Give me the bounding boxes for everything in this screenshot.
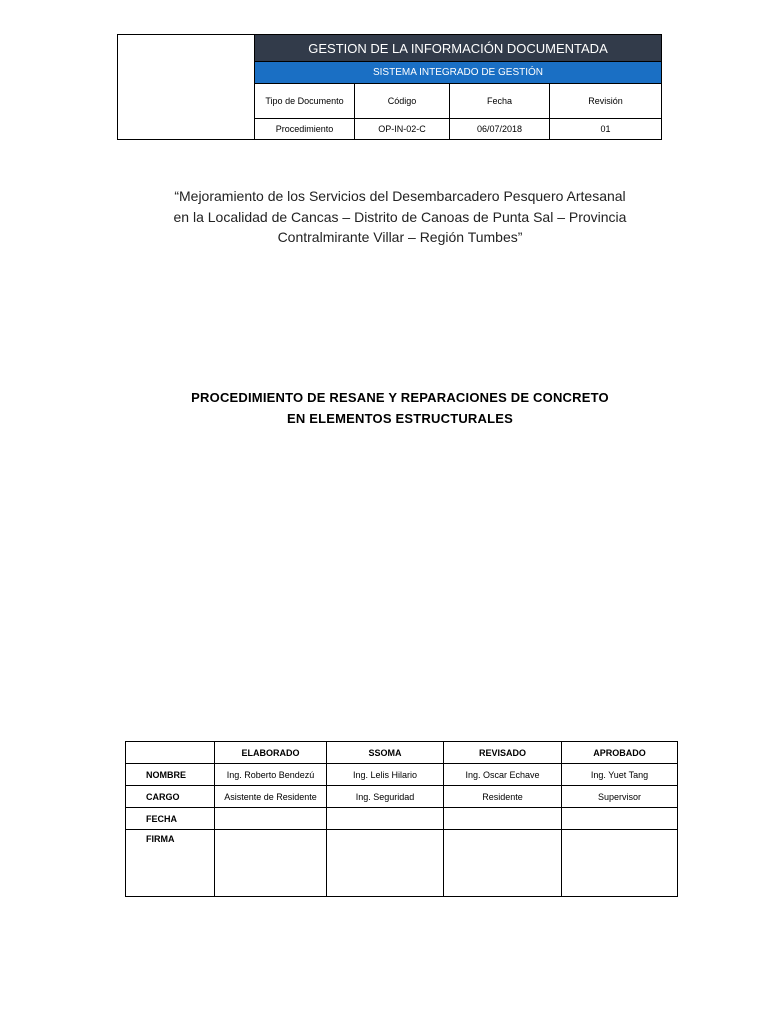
row-label-cargo: CARGO bbox=[126, 786, 215, 808]
header-value-revision: 01 bbox=[550, 119, 662, 140]
header-label-revision: Revisión bbox=[550, 83, 662, 118]
document-title bbox=[140, 387, 660, 429]
approval-signature-table bbox=[125, 741, 678, 897]
firma-elaborado bbox=[215, 830, 327, 897]
header-value-codigo: OP-IN-02-C bbox=[355, 119, 450, 140]
header-value-tipo: Procedimiento bbox=[255, 119, 355, 140]
row-label-nombre: NOMBRE bbox=[126, 764, 215, 786]
project-name bbox=[160, 186, 640, 248]
project-line-3: Contralmirante Villar – Región Tumbes” bbox=[277, 229, 523, 245]
header-label-codigo: Código bbox=[355, 83, 450, 118]
document-title-line-2: EN ELEMENTOS ESTRUCTURALES bbox=[287, 411, 513, 426]
cargo-ssoma: Ing. Seguridad bbox=[327, 786, 444, 808]
firma-revisado bbox=[444, 830, 562, 897]
nombre-revisado: Ing. Oscar Echave bbox=[444, 764, 562, 786]
row-label-fecha: FECHA bbox=[126, 808, 215, 830]
nombre-aprobado: Ing. Yuet Tang bbox=[562, 764, 678, 786]
project-line-1: “Mejoramiento de los Servicios del Desembarcadero Pesquero Artesanal bbox=[174, 188, 626, 204]
cargo-revisado: Residente bbox=[444, 786, 562, 808]
fecha-revisado bbox=[444, 808, 562, 830]
header-title: GESTION DE LA INFORMACIÓN DOCUMENTADA bbox=[255, 35, 662, 62]
firma-aprobado bbox=[562, 830, 678, 897]
column-header-elaborado: ELABORADO bbox=[215, 742, 327, 764]
logo-placeholder bbox=[118, 35, 255, 140]
row-label-firma: FIRMA bbox=[126, 830, 215, 897]
cargo-elaborado: Asistente de Residente bbox=[215, 786, 327, 808]
cargo-aprobado: Supervisor bbox=[562, 786, 678, 808]
project-line-2: en la Localidad de Cancas – Distrito de Canoas de Punta Sal – Provincia bbox=[173, 208, 627, 225]
corner-cell bbox=[126, 742, 215, 764]
header-label-fecha: Fecha bbox=[450, 83, 550, 118]
header-label-tipo: Tipo de Documento bbox=[255, 83, 355, 118]
column-header-revisado: REVISADO bbox=[444, 742, 562, 764]
header-subtitle: SISTEMA INTEGRADO DE GESTIÓN bbox=[255, 62, 662, 84]
fecha-aprobado bbox=[562, 808, 678, 830]
document-header-table bbox=[117, 34, 662, 140]
firma-ssoma bbox=[327, 830, 444, 897]
document-title-line-1: PROCEDIMIENTO DE RESANE Y REPARACIONES DE CONCRETO bbox=[191, 390, 609, 405]
fecha-ssoma bbox=[327, 808, 444, 830]
header-value-fecha: 06/07/2018 bbox=[450, 119, 550, 140]
column-header-aprobado: APROBADO bbox=[562, 742, 678, 764]
nombre-elaborado: Ing. Roberto Bendezú bbox=[215, 764, 327, 786]
column-header-ssoma: SSOMA bbox=[327, 742, 444, 764]
fecha-elaborado bbox=[215, 808, 327, 830]
nombre-ssoma: Ing. Lelis Hilario bbox=[327, 764, 444, 786]
